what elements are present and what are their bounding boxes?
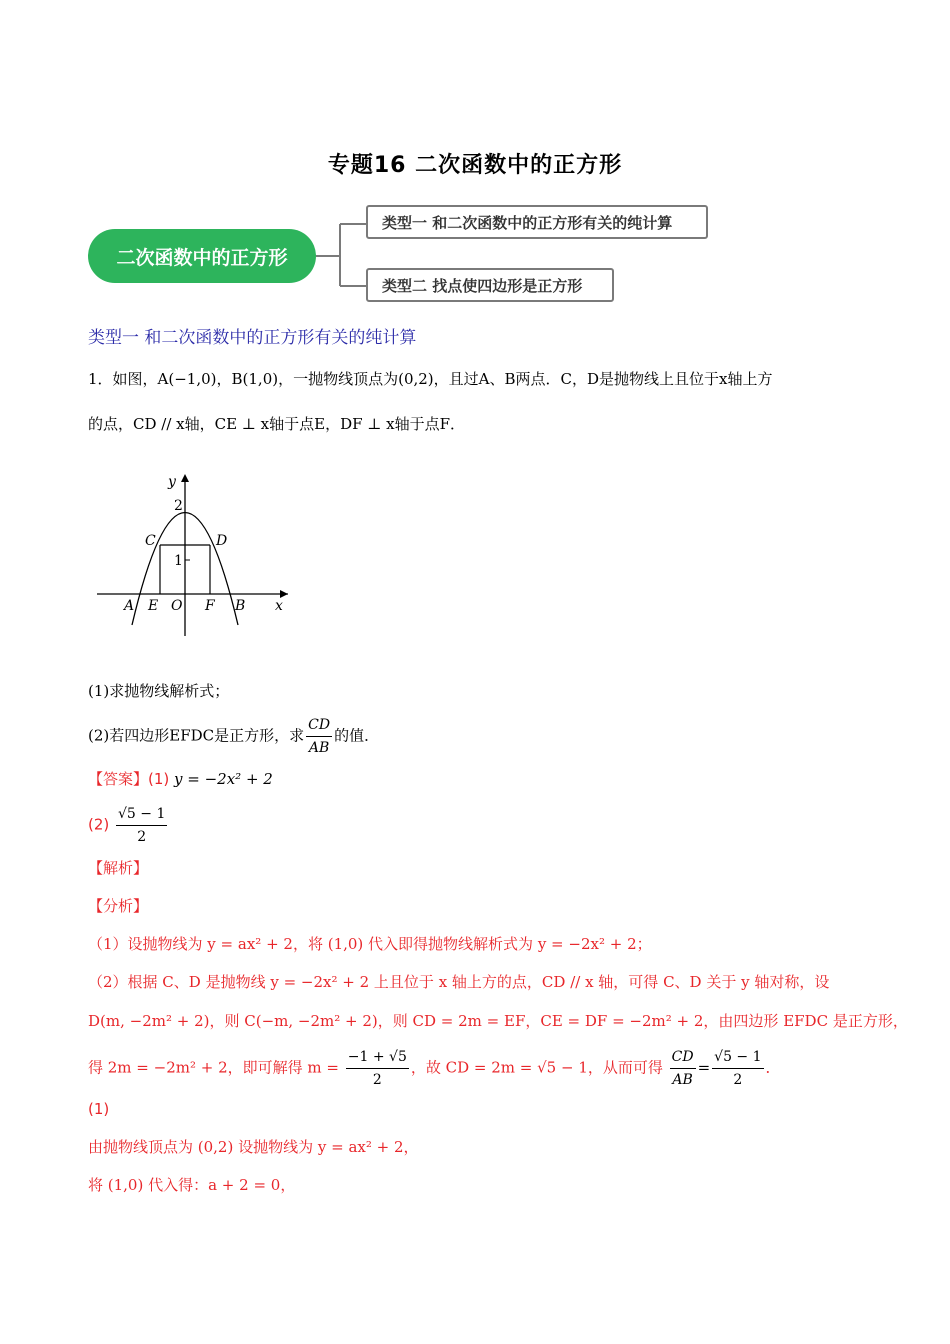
solution-line-2: 将 (1,0) 代入得：a + 2 = 0， — [88, 1176, 296, 1194]
fraction-numerator: −1 + √5 — [346, 1046, 409, 1069]
fraction-numerator: √5 − 1 — [116, 803, 167, 826]
problem-line-1: 1．如图，A(−1,0)，B(1,0)，一抛物线顶点为(0,2)，且过A、B两点．C，D是抛物线上且位于x轴上方 — [88, 370, 773, 388]
fig-label-F: F — [205, 598, 215, 614]
mindmap-branch-1: 类型一 和二次函数中的正方形有关的纯计算 — [366, 205, 708, 239]
problem-line-2: 的点，CD // x轴，CE ⊥ x轴于点E，DF ⊥ x轴于点F． — [88, 415, 466, 433]
analysis-line-1: （1）设抛物线为 y = ax² + 2，将 (1,0) 代入即得抛物线解析式为 y = −2x² + 2； — [88, 935, 652, 953]
mindmap-root: 二次函数中的正方形 — [88, 229, 316, 283]
fenxi-label: 【分析】 — [88, 897, 149, 915]
m-fraction — [346, 1046, 409, 1091]
mindmap-branch-2: 类型二 找点使四边形是正方形 — [366, 268, 614, 302]
fraction-denominator: 2 — [733, 1072, 743, 1088]
fraction-denominator: AB — [672, 1072, 693, 1088]
answer-2-prefix: (2) — [88, 815, 115, 834]
fig-label-x: x — [275, 598, 283, 614]
fraction-denominator: 2 — [372, 1072, 382, 1088]
question-2-suffix: 的值． — [334, 726, 380, 745]
analysis-line-3: D(m, −2m² + 2)，则 C(−m, −2m² + 2)，则 CD = 2m = EF，CE = DF = −2m² + 2，由四边形 EFDC 是正方形， — [88, 1012, 908, 1030]
answer-2-fraction — [116, 803, 167, 848]
section-heading: 类型一 和二次函数中的正方形有关的纯计算 — [88, 328, 417, 348]
answer-line-2 — [88, 803, 169, 848]
fig-label-A: A — [124, 598, 135, 614]
result-fraction — [712, 1046, 763, 1091]
question-2-prefix: (2)若四边形EFDC是正方形，求 — [88, 726, 305, 745]
fraction-denominator: 2 — [137, 829, 147, 845]
question-2 — [88, 714, 379, 759]
answer-1-prefix: (1) — [148, 770, 175, 788]
analysis-line-4-b: ，故 CD = 2m = √5 − 1，从而可得 — [410, 1058, 663, 1077]
fig-label-1: 1 — [174, 553, 183, 569]
answer-line-1 — [88, 768, 273, 790]
fig-label-B: B — [235, 598, 246, 614]
answer-label: 【答案】 — [88, 770, 149, 788]
cd-ab-fraction — [670, 1046, 696, 1091]
analysis-line-4-end: ． — [765, 1058, 781, 1077]
fraction-numerator: CD — [306, 714, 332, 737]
solution-line-1: 由抛物线顶点为 (0,2) 设抛物线为 y = ax² + 2， — [88, 1138, 419, 1156]
fig-label-y: y — [168, 474, 176, 490]
solution-part-1: (1) — [88, 1100, 110, 1118]
fig-label-D: D — [216, 533, 228, 549]
analysis-line-4-a: 得 2m = −2m² + 2，即可解得 m = — [88, 1058, 339, 1077]
question-1: (1)求抛物线解析式； — [88, 682, 230, 700]
fig-label-E: E — [148, 598, 159, 614]
fig-label-O: O — [171, 598, 183, 614]
answer-1: y = −2x² + 2 — [174, 770, 273, 788]
fraction-numerator: √5 − 1 — [712, 1046, 763, 1069]
fraction-denominator: AB — [308, 740, 330, 756]
equals-sign: = — [697, 1058, 711, 1077]
fraction-numerator: CD — [670, 1046, 696, 1069]
page-title: 专题16 二次函数中的正方形 — [327, 153, 623, 178]
fig-label-C: C — [145, 533, 156, 549]
analysis-label: 【解析】 — [88, 859, 149, 877]
parabola-figure — [92, 470, 292, 640]
analysis-line-4 — [88, 1046, 781, 1091]
analysis-line-2: （2）根据 C、D 是抛物线 y = −2x² + 2 上且位于 x 轴上方的点，CD // x 轴，可得 C、D 关于 y 轴对称，设 — [88, 973, 830, 991]
fig-label-2: 2 — [174, 498, 183, 514]
question-2-fraction — [306, 714, 332, 759]
